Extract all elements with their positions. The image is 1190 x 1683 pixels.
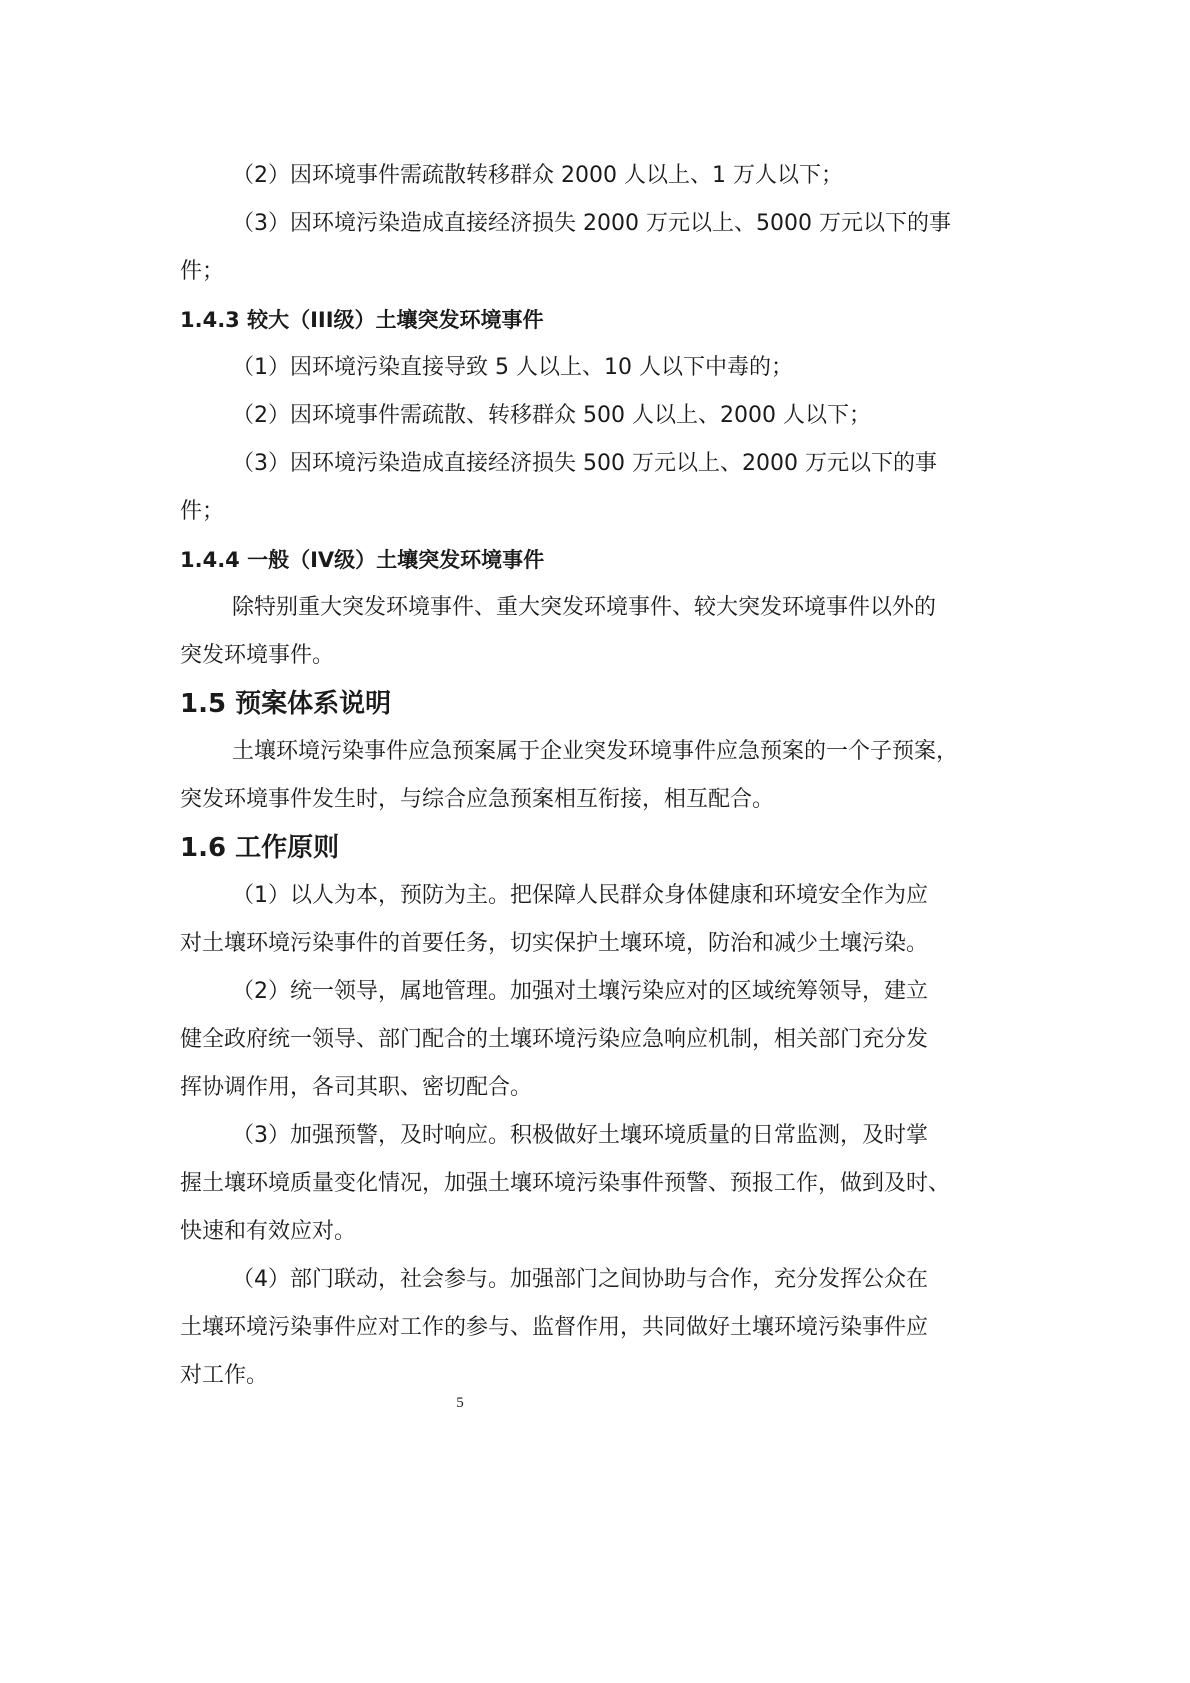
paragraph-line: （3）因环境污染造成直接经济损失 500 万元以上、2000 万元以下的事 (232, 451, 937, 476)
paragraph-line: （4）部门联动，社会参与。加强部门之间协助与合作，充分发挥公众在 (232, 1267, 928, 1292)
paragraph-line: 对工作。 (180, 1363, 269, 1388)
paragraph-line: 土壤环境污染事件应对工作的参与、监督作用，共同做好土壤环境污染事件应 (180, 1315, 929, 1340)
paragraph-line: 土壤环境污染事件应急预案属于企业突发环境事件应急预案的一个子预案， (232, 739, 959, 764)
paragraph-line: （3）加强预警，及时响应。积极做好土壤环境质量的日常监测，及时掌 (232, 1123, 928, 1148)
paragraph-line: 健全政府统一领导、部门配合的土壤环境污染应急响应机制，相关部门充分发 (180, 1027, 929, 1052)
paragraph-line: 挥协调作用，各司其职、密切配合。 (180, 1075, 533, 1100)
section-heading-1-4-4: 1.4.4 一般（IV级）土壤突发环境事件 (180, 548, 545, 572)
paragraph-line: 对土壤环境污染事件的首要任务，切实保护土壤环境，防治和减少土壤污染。 (180, 931, 929, 956)
page-number: 5 (456, 1395, 464, 1411)
paragraph-line: 突发环境事件发生时，与综合应急预案相互衔接，相互配合。 (180, 787, 775, 812)
paragraph-line: （3）因环境污染造成直接经济损失 2000 万元以上、5000 万元以下的事 (232, 211, 951, 236)
section-heading-1-5: 1.5 预案体系说明 (180, 689, 392, 719)
paragraph-line: （1）因环境污染直接导致 5 人以上、10 人以下中毒的； (232, 355, 793, 380)
paragraph-line: 握土壤环境质量变化情况，加强土壤环境污染事件预警、预报工作，做到及时、 (180, 1171, 951, 1196)
paragraph-line: 快速和有效应对。 (180, 1219, 357, 1244)
section-heading-1-4-3: 1.4.3 较大（III级）土壤突发环境事件 (180, 308, 544, 332)
paragraph-line: 件； (180, 259, 225, 284)
paragraph-line: 件； (180, 499, 225, 524)
section-heading-1-6: 1.6 工作原则 (180, 833, 340, 863)
paragraph-line: （2）因环境事件需疏散、转移群众 500 人以上、2000 人以下； (232, 403, 871, 428)
paragraph-line: （2）因环境事件需疏散转移群众 2000 人以上、1 万人以下； (232, 163, 843, 188)
page-body (180, 152, 1030, 1400)
paragraph-line: 突发环境事件。 (180, 643, 335, 668)
paragraph-line: 除特别重大突发环境事件、重大突发环境事件、较大突发环境事件以外的 (232, 595, 937, 620)
paragraph-line: （1）以人为本，预防为主。把保障人民群众身体健康和环境安全作为应 (232, 883, 928, 908)
paragraph-line: （2）统一领导，属地管理。加强对土壤污染应对的区域统筹领导，建立 (232, 979, 928, 1004)
